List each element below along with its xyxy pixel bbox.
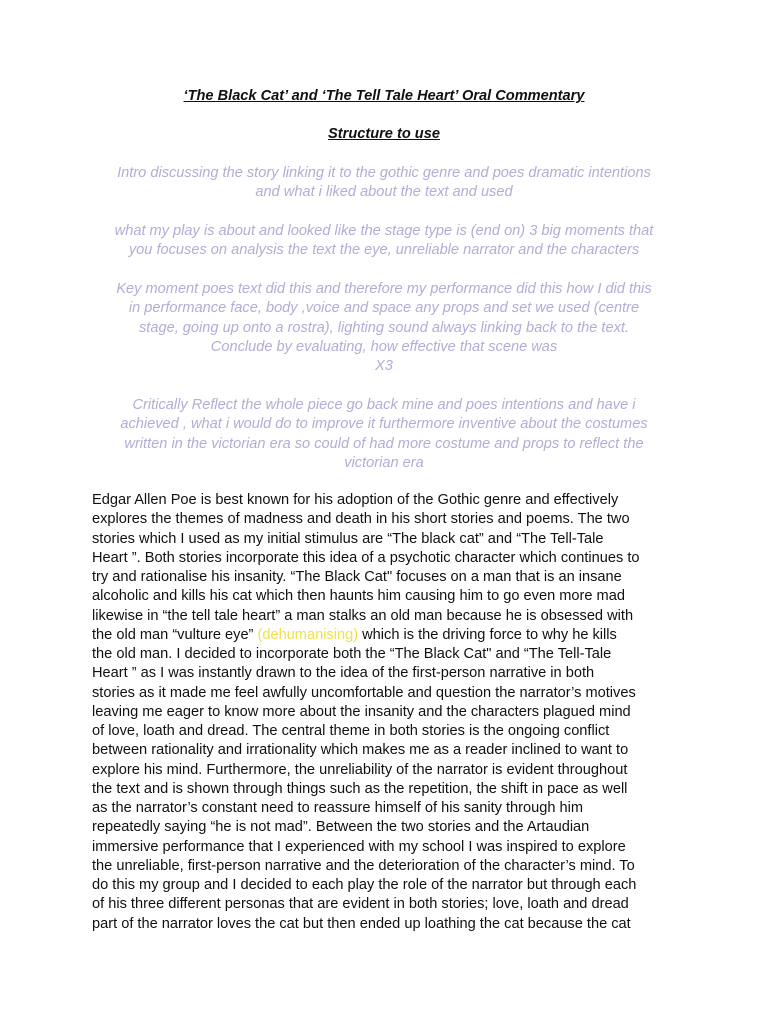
body-line: stories which I used as my initial stimulus are “The black cat” and “The Tell-Tale bbox=[92, 530, 604, 547]
body-line: the text and is shown through things such as the repetition, the shift in pace as well bbox=[92, 780, 628, 797]
body-line: of his three different personas that are evident in both stories; love, loath and dread bbox=[92, 896, 629, 913]
body-line: the unreliable, first-person narrative and the deterioration of the character’s mind. To bbox=[92, 857, 635, 874]
structure-line: and what i liked about the text and used bbox=[255, 184, 513, 201]
body-line: between rationality and irrationality which makes me as a reader inclined to want to bbox=[92, 742, 629, 759]
structure-line: Critically Reflect the whole piece go back mine and poes intentions and have i bbox=[132, 397, 636, 413]
structure-paragraph-play bbox=[92, 222, 676, 261]
body-line: do this my group and I decided to each play the role of the narrator but through each bbox=[92, 877, 637, 893]
body-line: Heart ”. Both stories incorporate this idea of a psychotic character which continues to bbox=[92, 549, 640, 566]
body-line: leaving me eager to know more about the insanity and the characters plagued mind bbox=[92, 703, 631, 720]
structure-line: in performance face, body ,voice and space any props and set we used (centre bbox=[128, 300, 640, 317]
structure-line: X3 bbox=[375, 358, 393, 375]
body-line: Edgar Allen Poe is best known for his adoption of the Gothic genre and effectively bbox=[92, 492, 619, 508]
structure-line: Conclude by evaluating, how effective that scene was bbox=[210, 338, 558, 355]
structure-paragraph-reflect bbox=[92, 396, 676, 473]
body-line-with-highlight bbox=[92, 626, 692, 645]
body-line-start: the old man “vulture eye” bbox=[92, 626, 258, 643]
structure-line: victorian era bbox=[344, 454, 424, 471]
body-line: of love, loath and dread. The central theme in both stories is the ongoing conflict bbox=[92, 723, 610, 739]
structure-paragraph-intro bbox=[92, 164, 676, 203]
structure-line: stage, going up onto a rostra), lighting sound always linking back to the text. bbox=[139, 319, 629, 336]
body-line: the old man. I decided to incorporate both the “The Black Cat" and “The Tell-Tale bbox=[92, 646, 612, 662]
structure-line: what my play is about and looked like the stage type is (end on) 3 big moments that bbox=[114, 223, 654, 239]
body-line: explore his mind. Furthermore, the unreliability of the narrator is evident throughout bbox=[92, 761, 628, 778]
structure-line: Intro discussing the story linking it to the gothic genre and poes dramatic intentions bbox=[117, 165, 651, 181]
body-line: alcoholic and kills his cat which then haunts him causing him to go even more mad bbox=[92, 588, 625, 605]
structure-line: written in the victorian era so could of had more costume and props to reflect the bbox=[124, 435, 644, 452]
structure-line: you focuses on analysis the text the eye, unreliable narrator and the characters bbox=[128, 242, 640, 259]
document-title: ‘The Black Cat’ and ‘The Tell Tale Heart’ Oral Commentary bbox=[183, 88, 585, 104]
body-line: part of the narrator loves the cat but then ended up loathing the cat because the cat bbox=[92, 915, 631, 932]
structure-line: achieved , what i would do to improve it furthermore inventive about the costumes bbox=[120, 416, 648, 433]
body-line-end: which is the driving force to why he kills bbox=[358, 626, 617, 643]
commentary-body bbox=[92, 491, 692, 934]
structure-paragraph-key-moment bbox=[92, 280, 676, 376]
body-line: repeatedly saying “he is not mad”. Between the two stories and the Artaudian bbox=[92, 819, 590, 836]
body-line: likewise in “the tell tale heart” a man stalks an old man because he is obsessed with bbox=[92, 607, 634, 624]
body-line: stories as it made me feel awfully uncomfortable and question the narrator’s motives bbox=[92, 684, 636, 701]
body-line: immersive performance that I experienced with my school I was inspired to explore bbox=[92, 838, 626, 855]
highlighted-word: (dehumanising) bbox=[257, 626, 359, 643]
document-subtitle: Structure to use bbox=[328, 126, 440, 142]
body-line: Heart ” as I was instantly drawn to the idea of the first-person narrative in both bbox=[92, 665, 595, 682]
body-line: as the narrator’s constant need to reassure himself of his sanity through him bbox=[92, 800, 584, 816]
structure-line: Key moment poes text did this and therefore my performance did this how I did this bbox=[116, 281, 652, 297]
body-line: try and rationalise his insanity. “The Black Cat" focuses on a man that is an insane bbox=[92, 569, 622, 585]
body-line: explores the themes of madness and death in his short stories and poems. The two bbox=[92, 511, 630, 528]
